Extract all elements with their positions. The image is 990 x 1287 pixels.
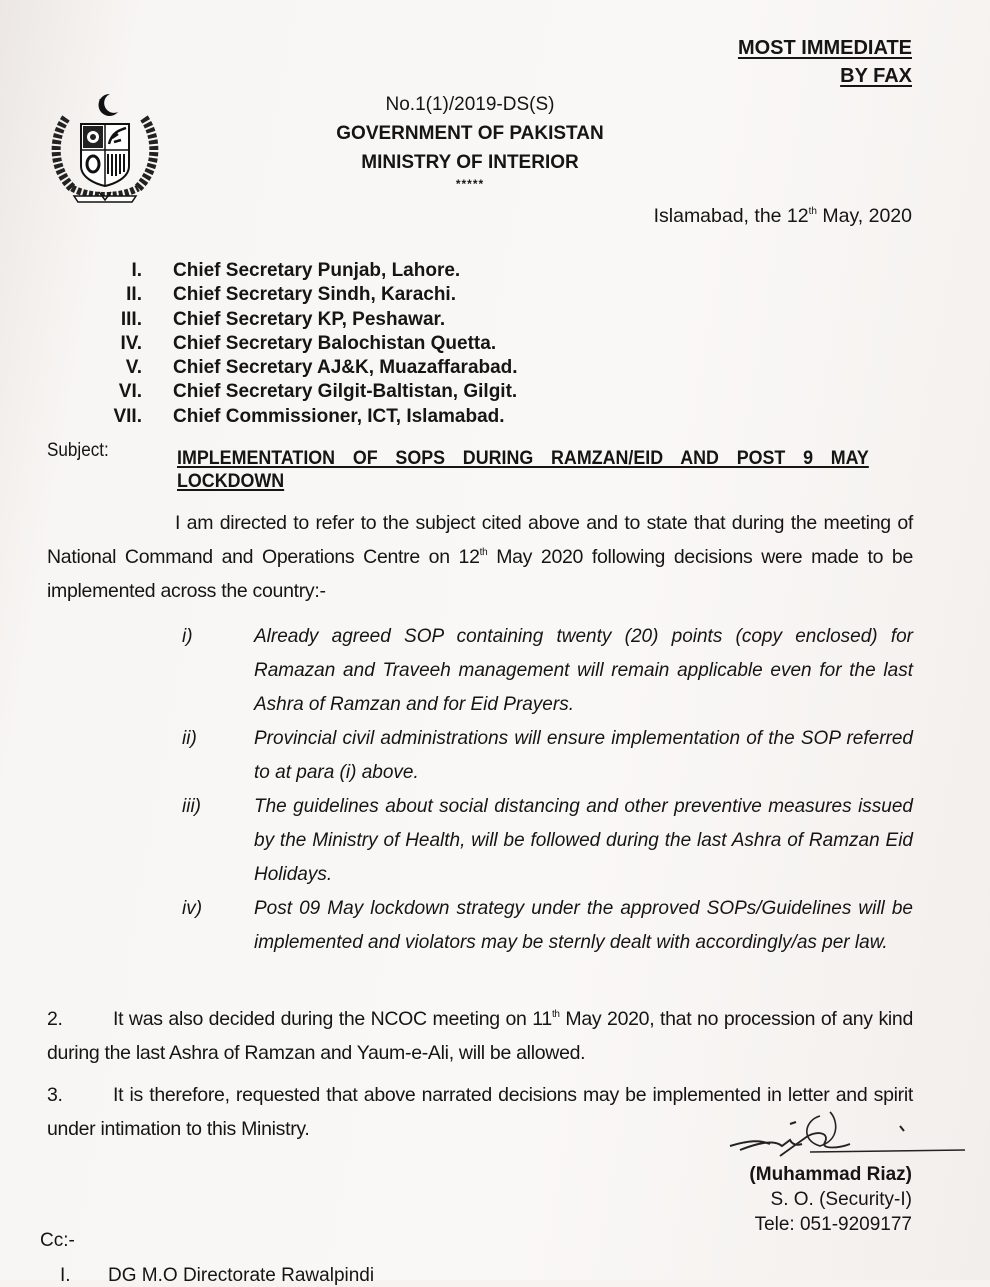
intro-paragraph xyxy=(47,506,913,608)
subject-text: IMPLEMENTATION OF SOPS DURING RAMZAN/EID AND POST 9 MAY LOCKDOWN xyxy=(177,448,869,492)
intro-text-1: I am directed to refer to the subject cited above and to state that during the meeting of National Command and Operations Centre on 12 xyxy=(47,512,913,568)
decision-text: Already agreed SOP containing twenty (20) points (copy enclosed) for Ramazan and Traveeh management will remain applicable even for the last Ashra of Ramzan and for Eid Prayers. xyxy=(254,626,913,715)
dateline-ordinal: th xyxy=(808,206,817,217)
paragraph-2-text-1: It was also decided during the NCOC meeting on 11 xyxy=(113,1008,552,1030)
dateline-prefix: Islamabad, the 12 xyxy=(653,205,809,227)
decision-number: ii) xyxy=(182,728,197,749)
separator-stars: ***** xyxy=(455,177,485,191)
signatory-phone: Tele: 051-9209177 xyxy=(754,1214,912,1235)
addressee-text: Chief Secretary Sindh, Karachi. xyxy=(173,284,456,306)
reference-number: No.1(1)/2019-DS(S) xyxy=(385,94,555,115)
dateline-rest: May, 2020 xyxy=(816,205,912,227)
cc-label: Cc:- xyxy=(40,1230,75,1251)
decision-item xyxy=(178,892,913,960)
addressee-list xyxy=(100,259,518,429)
addressee-number: VI. xyxy=(118,381,142,403)
cc-item xyxy=(60,1265,374,1287)
intro-ordinal: th xyxy=(479,547,488,558)
addressee-item xyxy=(100,283,518,307)
decision-number: iii) xyxy=(182,796,201,817)
decision-text: The guidelines about social distancing and other preventive measures issued by the Ministry of Health, will be followed during the last Ashra of Ramzan Eid Holidays. xyxy=(254,796,913,885)
decision-item xyxy=(178,722,913,790)
decision-item xyxy=(178,620,913,722)
addressee-number: II. xyxy=(126,284,142,306)
addressee-number: I. xyxy=(131,260,142,281)
paragraph-number: 3. xyxy=(47,1084,63,1106)
decision-text: Provincial civil administrations will ensure implementation of the SOP referred to at para (i) above. xyxy=(254,728,913,783)
signature-block xyxy=(749,1162,912,1237)
government-name: GOVERNMENT OF PAKISTAN xyxy=(336,123,604,144)
decision-number: i) xyxy=(182,626,193,647)
addressee-number: V. xyxy=(125,357,142,379)
addressee-item xyxy=(100,356,518,380)
addressee-number: VII. xyxy=(113,405,142,427)
decision-list xyxy=(178,620,913,960)
addressee-item xyxy=(100,259,518,283)
handwritten-signature-icon xyxy=(720,1110,970,1160)
addressee-item xyxy=(100,405,518,429)
pakistan-state-emblem-icon xyxy=(44,88,166,210)
ministry-name: MINISTRY OF INTERIOR xyxy=(361,152,579,173)
addressee-number: IV. xyxy=(120,332,142,354)
decision-item xyxy=(178,790,913,892)
paragraph-2-text-2: May 2020, that no procession of any kind during the last Ashra of Ramzan and Yaum-e-Ali, will be allowed. xyxy=(47,1008,914,1064)
priority-most-immediate: MOST IMMEDIATE xyxy=(737,37,912,59)
addressee-text: Chief Secretary Punjab, Lahore. xyxy=(173,260,461,281)
paragraph-number: 2. xyxy=(47,1008,63,1030)
addressee-text: Chief Secretary AJ&K, Muazaffarabad. xyxy=(173,357,518,379)
signatory-name: (Muhammad Riaz) xyxy=(749,1164,912,1185)
decision-number: iv) xyxy=(182,898,203,919)
paragraph-2-ordinal: th xyxy=(551,1009,560,1020)
paragraph-2 xyxy=(47,1002,913,1070)
svg-text:★: ★ xyxy=(98,96,106,105)
priority-by-fax: BY FAX xyxy=(840,65,912,87)
addressee-number: III. xyxy=(120,308,142,330)
addressee-text: Chief Commissioner, ICT, Islamabad. xyxy=(173,405,505,427)
cc-item-text: DG M.O Directorate Rawalpindi xyxy=(108,1265,375,1286)
addressee-item xyxy=(100,308,518,332)
intro-text-2: May 2020 following decisions were made to be implemented across the country:- xyxy=(47,546,913,602)
dateline xyxy=(654,205,912,228)
letterhead xyxy=(300,90,640,191)
cc-item-number: I. xyxy=(60,1265,71,1286)
addressee-item xyxy=(100,332,518,356)
addressee-item xyxy=(100,380,518,404)
addressee-text: Chief Secretary Gilgit-Baltistan, Gilgit. xyxy=(173,381,518,403)
signatory-designation: S. O. (Security-I) xyxy=(770,1189,912,1210)
addressee-text: Chief Secretary Balochistan Quetta. xyxy=(173,332,497,354)
addressee-text: Chief Secretary KP, Peshawar. xyxy=(173,308,446,330)
decision-text: Post 09 May lockdown strategy under the approved SOPs/Guidelines will be implemented and violators may be sternly dealt with accordingly/as per law. xyxy=(254,898,913,953)
priority-stamp xyxy=(738,34,912,90)
paragraph-3-text: It is therefore, requested that above narrated decisions may be implemented in letter and spirit under intimation to this Ministry. xyxy=(47,1084,913,1140)
subject-label: Subject: xyxy=(47,440,109,461)
